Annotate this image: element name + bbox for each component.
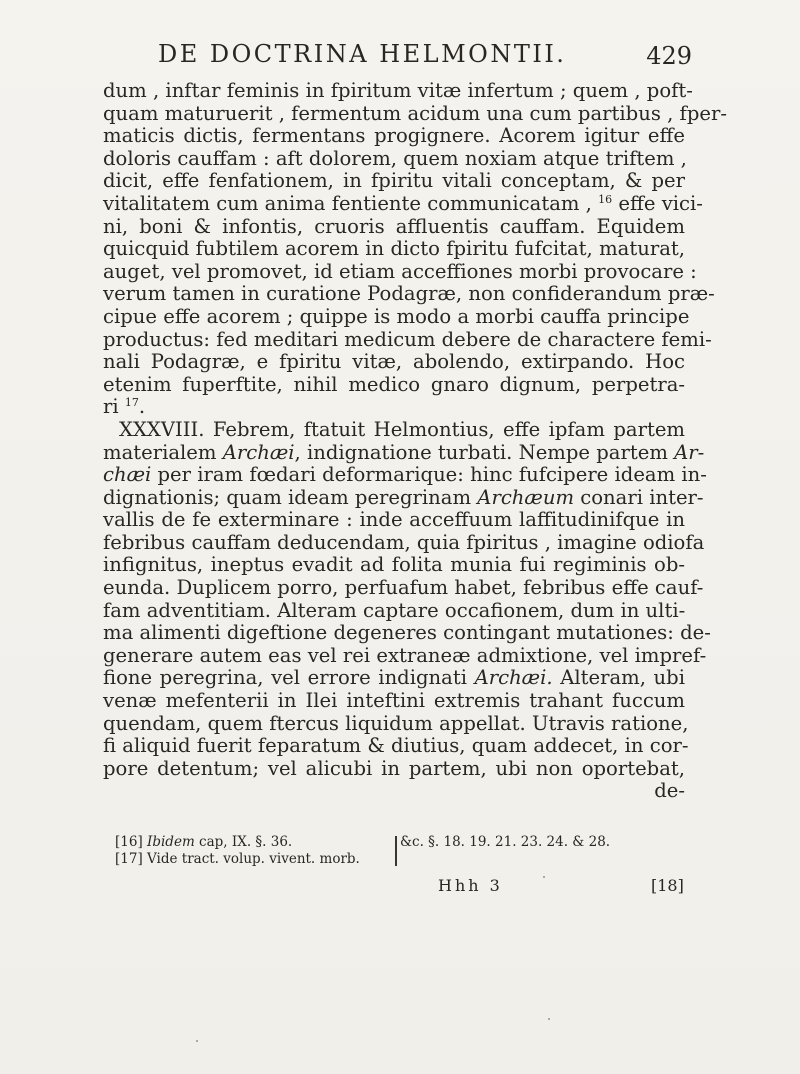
bottom-catchword: [18] xyxy=(651,876,684,895)
catchword-line: de- xyxy=(654,779,685,803)
text-line: quicquid fubtilem acorem in dicto fpiritu fufcitat, maturat, xyxy=(103,237,685,261)
footnotes-left xyxy=(115,834,395,868)
paper-speck xyxy=(543,876,545,878)
footnote-16-continued: &c. §. 18. 19. 21. 23. 24. & 28. xyxy=(400,834,611,850)
footnote-divider xyxy=(395,836,397,866)
running-head xyxy=(100,34,690,74)
signature-mark: Hhh 3 xyxy=(438,876,503,895)
text-line: vitalitatem cum anima fentiente communicatam , $^{16}$ effe vici- xyxy=(103,191,703,215)
footnote-17: [17] Vide tract. volup. vivent. morb. xyxy=(115,851,360,867)
text-line: etenim fuperftite, nihil medico gnaro dignum, perpetra- xyxy=(103,372,685,396)
text-line: fam adventitiam. Alteram captare occafionem, dum in ulti- xyxy=(103,598,686,622)
text-line: febribus cauffam deducendam, quia fpiritus , imagine odiofa xyxy=(103,530,705,554)
text-line: eunda. Duplicem porro, perfuafum habet, febribus effe cauf- xyxy=(103,576,704,600)
text-line: vallis de fe exterminare : inde acceffuum laffitudinifque in xyxy=(103,508,685,532)
text-line: ri $^{17}$. xyxy=(103,395,146,419)
body-text xyxy=(103,79,727,803)
text-line: verum tamen in curatione Podagræ, non confiderandum præ- xyxy=(103,282,715,306)
text-line: ma alimenti digeftione degeneres contingant mutationes: de- xyxy=(103,621,711,645)
page-number: 429 xyxy=(646,42,692,70)
footnote-marker: 16 xyxy=(598,192,613,206)
text-line: infignitus, ineptus evadit ad folita munia fui regiminis ob- xyxy=(103,553,685,577)
text-line: auget, vel promovet, id etiam acceffiones morbi provocare : xyxy=(103,259,697,283)
text-line: generare autem eas vel rei extraneæ admixtione, vel impref- xyxy=(103,643,707,667)
footnotes-right xyxy=(400,834,660,851)
running-title: DE DOCTRINA HELMONTII. xyxy=(158,40,567,68)
text-line: dignationis; quam ideam peregrinam Archæum conari inter- xyxy=(103,485,704,509)
text-line: nali Podagræ, e fpiritu vitæ, abolendo, extirpando. Hoc xyxy=(103,350,685,374)
paper-speck xyxy=(548,1018,550,1020)
text-line: ni, boni & infontis, cruoris affluentis cauffam. Equidem xyxy=(103,214,685,238)
paper-speck xyxy=(196,1040,198,1042)
text-line: chæi per iram fœdari deformarique: hinc fufcipere ideam in- xyxy=(103,463,707,487)
text-line: doloris cauffam : aft dolorem, quem noxiam atque triftem , xyxy=(103,146,687,170)
text-line: dicit, effe fenfationem, in fpiritu vitali conceptam, & per xyxy=(103,169,685,193)
text-line: materialem Archæi, indignatione turbati. Nempe partem Ar- xyxy=(103,440,705,464)
text-line: pore detentum; vel alicubi in partem, ubi non oportebat, xyxy=(103,756,685,780)
section-heading-line: XXXVIII. Febrem, ftatuit Helmontius, effe ipfam partem xyxy=(119,417,685,441)
text-line: dum , inftar feminis in fpiritum vitæ infertum ; quem , poft- xyxy=(103,79,693,102)
text-line: fione peregrina, vel errore indignati Archæi. Alteram, ubi xyxy=(103,666,685,690)
text-line: quendam, quem ftercus liquidum appellat. Utravis ratione, xyxy=(103,711,689,735)
text-line: fi aliquid fuerit feparatum & diutius, quam addecet, in cor- xyxy=(103,734,689,758)
footnote-marker: 17 xyxy=(124,396,139,410)
text-line: venæ mefenterii in Ilei inteftini extremis trahant fuccum xyxy=(103,689,685,713)
text-line: productus: fed meditari medicum debere de charactere femi- xyxy=(103,327,712,351)
text-line: cipue effe acorem ; quippe is modo a morbi cauffa principe xyxy=(103,304,690,328)
text-line: quam maturuerit , fermentum acidum una cum partibus , fper- xyxy=(103,101,727,125)
text-line: maticis dictis, fermentans progignere. Acorem igitur effe xyxy=(103,124,685,148)
footnote-16: [16] Ibidem cap, IX. §. 36. xyxy=(115,834,293,850)
